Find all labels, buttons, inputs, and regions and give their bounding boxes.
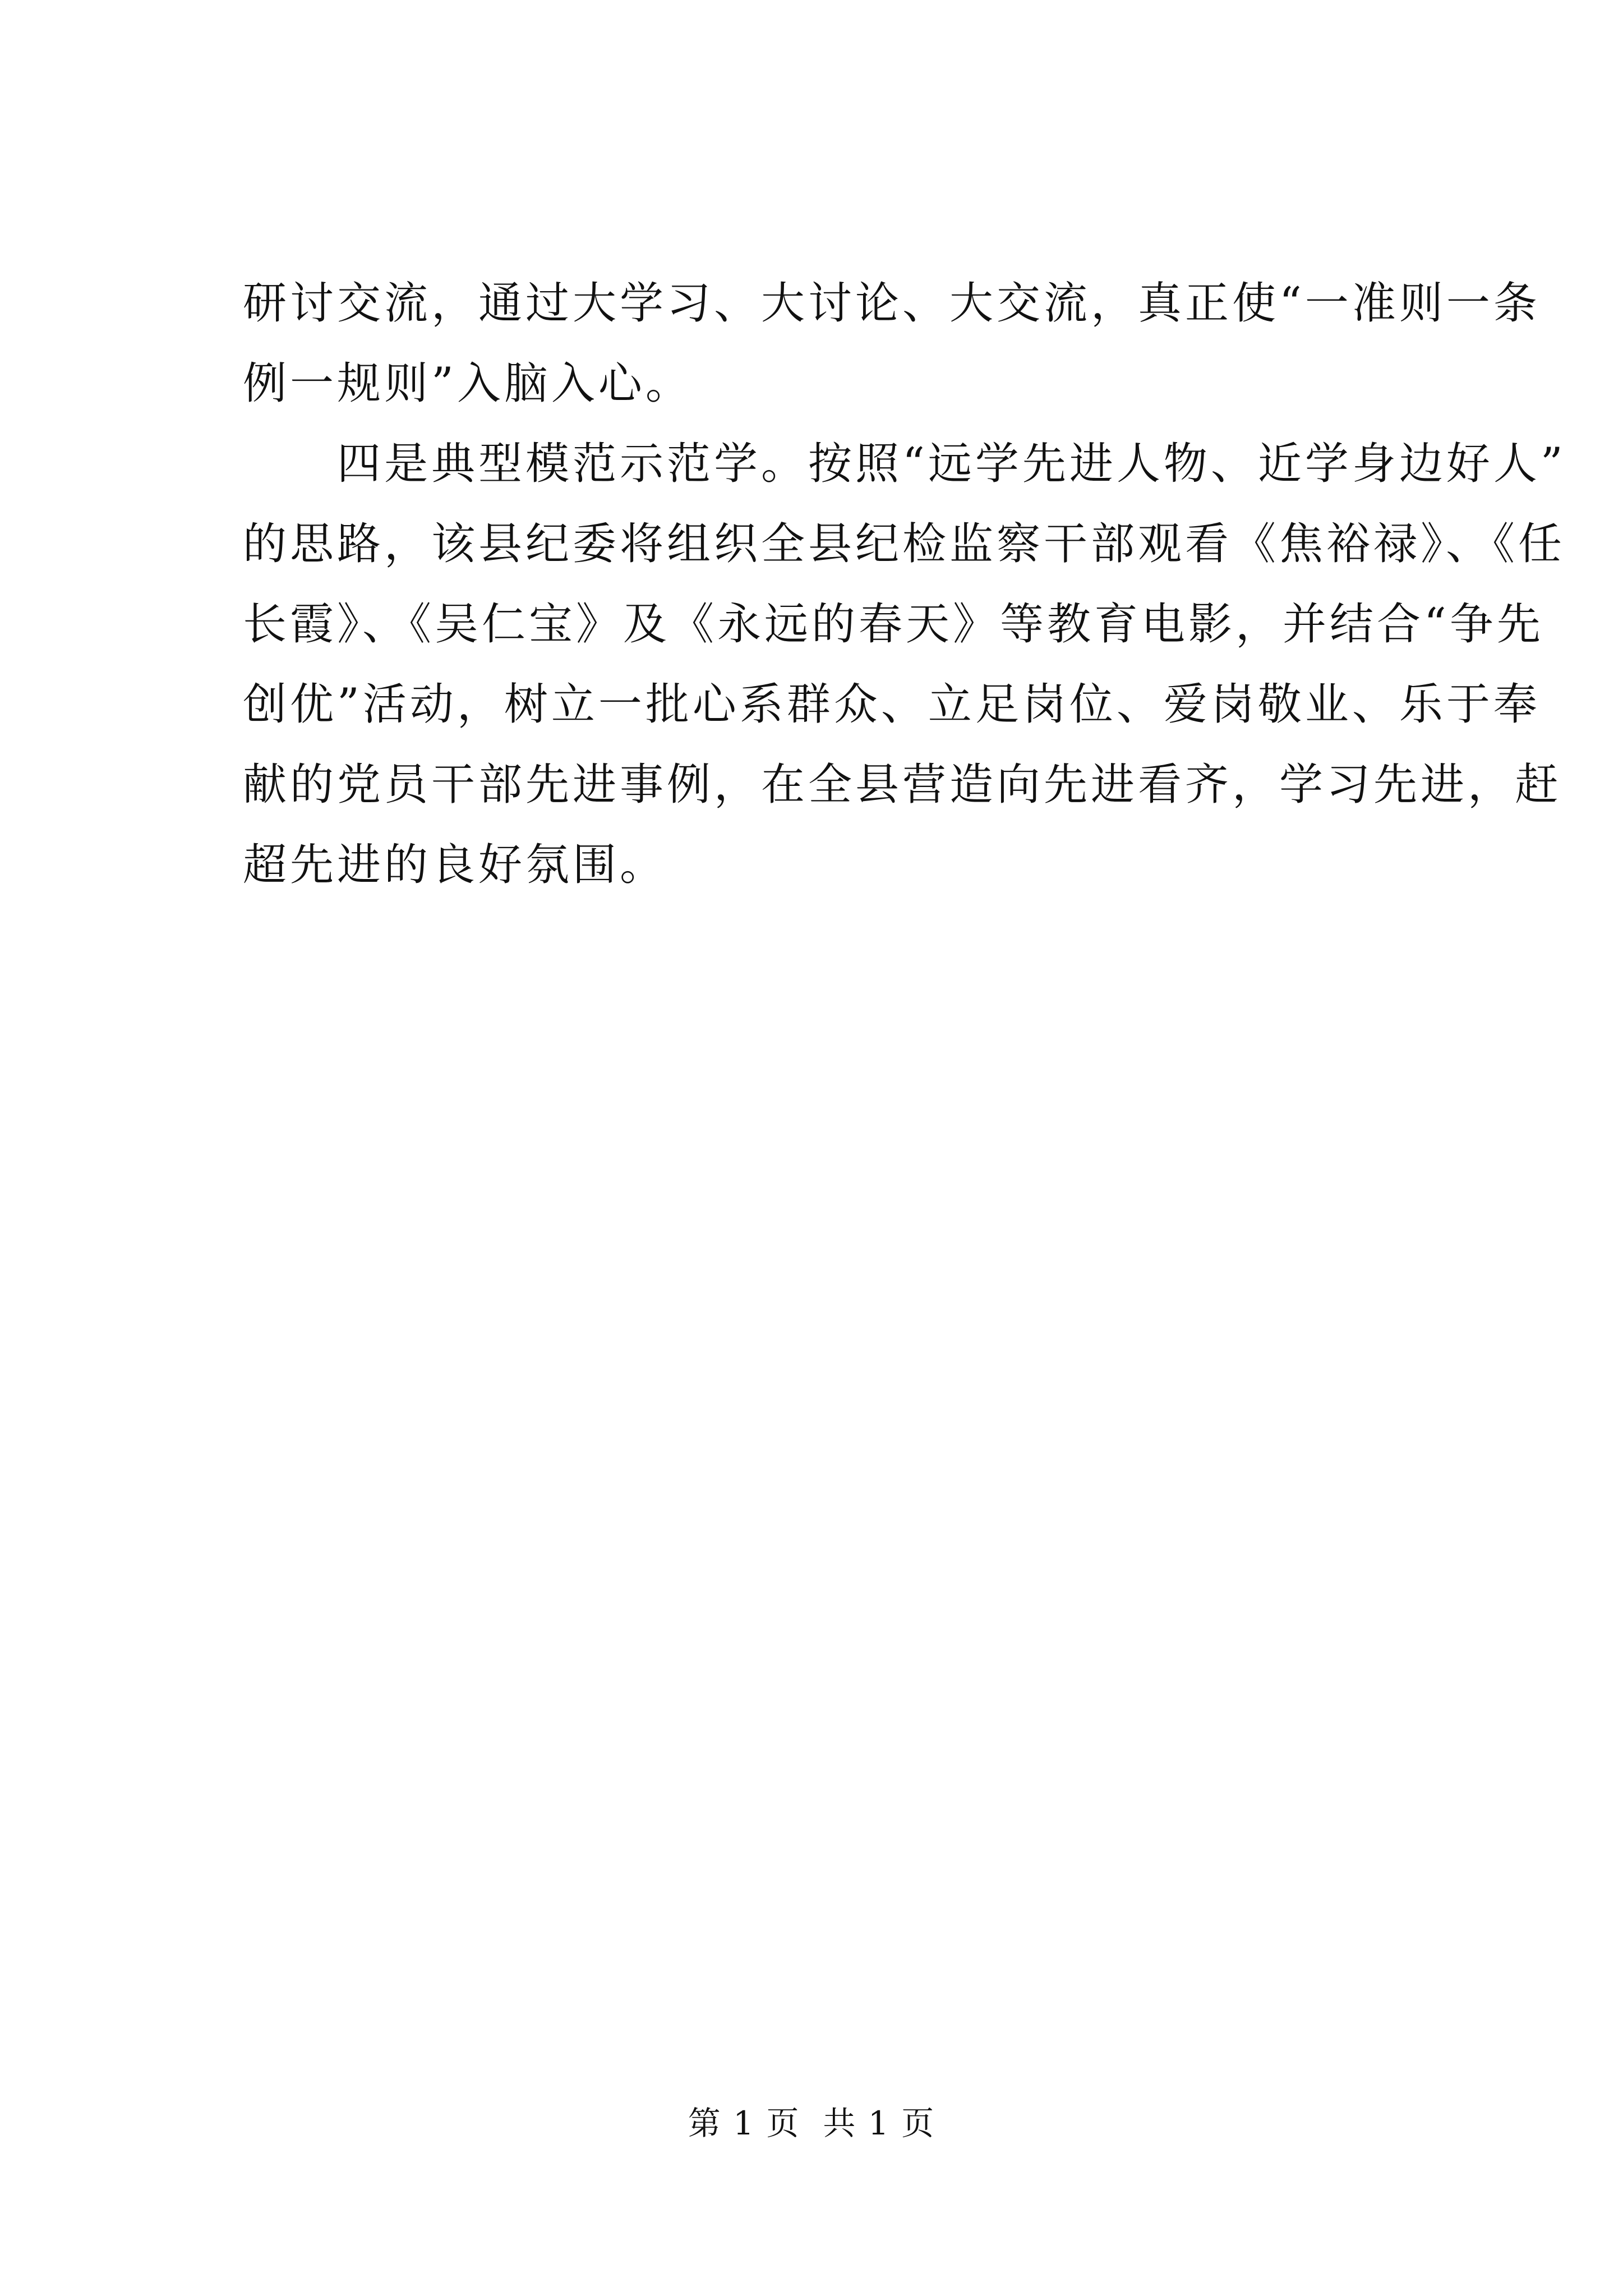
text-line: 创优”活动，树立一批心系群众、立足岗位、爱岗敬业、乐于奉 [243,679,1541,730]
text-line: 超先进的良好氛围。 [243,840,667,890]
body-text [243,264,1566,905]
text-line: 研讨交流，通过大学习、大讨论、大交流，真正使“一准则一条 [243,278,1541,329]
page-footer: 第 1 页 共 1 页 [688,2104,935,2142]
text-line: 例一规则”入脑入心。 [243,358,693,409]
text-line: 献的党员干部先进事例，在全县营造向先进看齐，学习先进，赶 [243,760,1562,810]
text-line: 四是典型模范示范学。按照“远学先进人物、近学身边好人” [243,439,1566,489]
text-line: 长霞》、《吴仁宝》及《永远的春天》等教育电影，并结合“争先 [243,599,1544,650]
text-line: 的思路，该县纪委将组织全县纪检监察干部观看《焦裕禄》、《任 [243,519,1566,569]
